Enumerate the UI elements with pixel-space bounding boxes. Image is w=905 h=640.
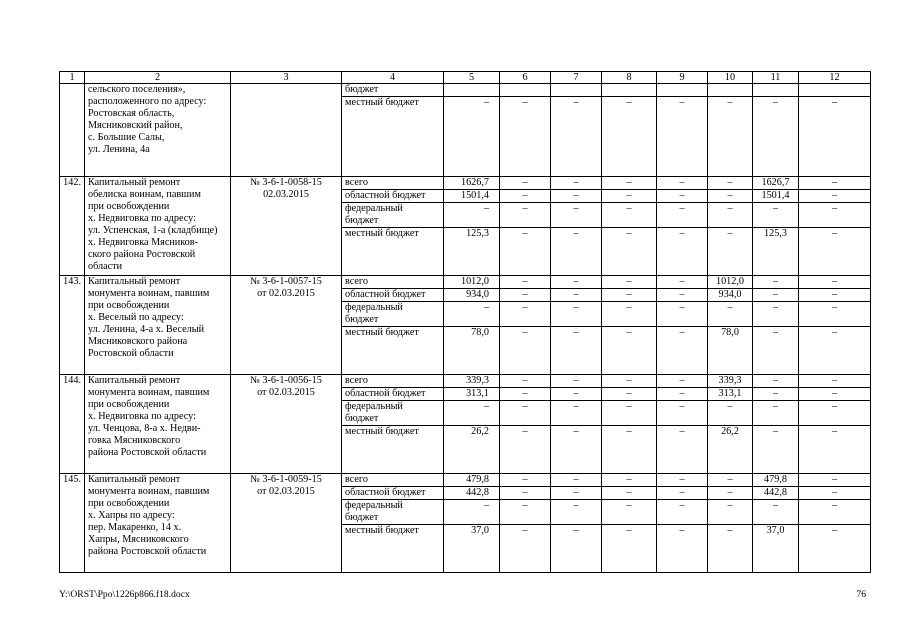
document-reference-line: от 02.03.2015 <box>257 486 315 497</box>
value-col-10: – <box>708 302 753 327</box>
value-col-5: – <box>444 97 500 177</box>
value-col-9: – <box>657 203 708 228</box>
object-description-line: Ростовская область, <box>88 108 175 119</box>
value-col-8: – <box>602 525 657 573</box>
value-col-5: 479,8 <box>444 474 500 487</box>
object-description-line: обелиска воинам, павшим <box>88 189 201 200</box>
object-description-line: Ростовской области <box>88 348 174 359</box>
value-col-8: – <box>602 487 657 500</box>
funding-source-line: местный бюджет <box>345 327 419 338</box>
value-col-6: – <box>500 97 551 177</box>
table-row <box>60 375 871 388</box>
value-col-7: – <box>551 487 602 500</box>
value-col-10: 26,2 <box>708 426 753 474</box>
value-col-6: – <box>500 474 551 487</box>
object-description-line: монумента воинам, павшим <box>88 387 210 398</box>
funding-source <box>342 276 444 289</box>
funding-source-line: бюджет <box>345 512 379 523</box>
value-col-5: 78,0 <box>444 327 500 375</box>
value-col-10: – <box>708 401 753 426</box>
value-col-8: – <box>602 388 657 401</box>
value-col-6: – <box>500 203 551 228</box>
funding-source-line: бюджет <box>345 84 379 95</box>
value-col-10: – <box>708 525 753 573</box>
object-description-line: ул. Ленина, 4а <box>88 144 150 155</box>
budget-table <box>59 71 871 573</box>
item-number <box>60 84 85 177</box>
value-col-11: – <box>753 203 799 228</box>
document-reference <box>231 276 342 375</box>
value-col-11: – <box>753 500 799 525</box>
table-row <box>60 84 871 97</box>
object-description-line: х. Недвиговка по адресу: <box>88 411 196 422</box>
funding-source-line: всего <box>345 276 368 287</box>
funding-source <box>342 500 444 525</box>
value-col-10: 78,0 <box>708 327 753 375</box>
value-col-5: 313,1 <box>444 388 500 401</box>
value-col-12: – <box>799 401 871 426</box>
value-col-5: 1626,7 <box>444 177 500 190</box>
value-col-6: – <box>500 388 551 401</box>
value-col-5: – <box>444 401 500 426</box>
value-col-12: – <box>799 228 871 276</box>
object-description-line: Мясниковского района <box>88 336 188 347</box>
column-number-7: 7 <box>551 72 602 84</box>
value-col-7: – <box>551 190 602 203</box>
funding-source <box>342 203 444 228</box>
value-col-7: – <box>551 177 602 190</box>
funding-source <box>342 474 444 487</box>
funding-source-line: областной бюджет <box>345 190 426 201</box>
value-col-12: – <box>799 276 871 289</box>
value-col-10: 339,3 <box>708 375 753 388</box>
value-col-10 <box>708 84 753 97</box>
value-col-10: – <box>708 203 753 228</box>
column-number-3: 3 <box>231 72 342 84</box>
table-row <box>60 177 871 190</box>
value-col-10: – <box>708 190 753 203</box>
value-col-6: – <box>500 228 551 276</box>
footer-file-path: Y:\ORST\Ppo\1226p866.f18.docx <box>59 589 190 600</box>
object-description-line: при освобождении <box>88 498 170 509</box>
value-col-8: – <box>602 474 657 487</box>
budget-table-page <box>59 71 870 573</box>
value-col-7: – <box>551 474 602 487</box>
value-col-8: – <box>602 97 657 177</box>
column-number-9: 9 <box>657 72 708 84</box>
object-description-line: сельского поселения», <box>88 84 186 95</box>
value-col-8: – <box>602 203 657 228</box>
document-reference-line: № 3-6-1-0057-15 <box>250 276 322 287</box>
funding-source <box>342 302 444 327</box>
value-col-10: – <box>708 474 753 487</box>
object-description-line: района Ростовской области <box>88 447 207 458</box>
value-col-11: – <box>753 375 799 388</box>
column-number-1: 1 <box>60 72 85 84</box>
value-col-11: – <box>753 426 799 474</box>
value-col-12: – <box>799 500 871 525</box>
value-col-5: 934,0 <box>444 289 500 302</box>
value-col-5 <box>444 84 500 97</box>
funding-source <box>342 487 444 500</box>
document-reference <box>231 375 342 474</box>
value-col-7: – <box>551 97 602 177</box>
funding-source-line: федеральный <box>345 401 403 412</box>
value-col-5: – <box>444 500 500 525</box>
value-col-9: – <box>657 276 708 289</box>
value-col-12 <box>799 84 871 97</box>
funding-source <box>342 177 444 190</box>
funding-source-line: федеральный <box>345 203 403 214</box>
object-description-line: при освобождении <box>88 399 170 410</box>
table-row <box>60 276 871 289</box>
value-col-10: – <box>708 177 753 190</box>
value-col-11: – <box>753 388 799 401</box>
value-col-9: – <box>657 500 708 525</box>
value-col-12: – <box>799 203 871 228</box>
value-col-12: – <box>799 190 871 203</box>
value-col-6: – <box>500 289 551 302</box>
column-number-12: 12 <box>799 72 871 84</box>
document-reference-line: № 3-6-1-0058-15 <box>250 177 322 188</box>
value-col-6: – <box>500 327 551 375</box>
object-description <box>85 474 231 573</box>
object-description-line: при освобождении <box>88 300 170 311</box>
value-col-11: 442,8 <box>753 487 799 500</box>
value-col-9 <box>657 84 708 97</box>
funding-source <box>342 289 444 302</box>
value-col-6: – <box>500 525 551 573</box>
funding-source-line: областной бюджет <box>345 487 426 498</box>
funding-source-line: местный бюджет <box>345 525 419 536</box>
document-reference <box>231 84 342 177</box>
object-description-line: Капитальный ремонт <box>88 375 181 386</box>
value-col-7: – <box>551 375 602 388</box>
value-col-6: – <box>500 302 551 327</box>
item-number: 144. <box>60 375 85 474</box>
value-col-11: 1626,7 <box>753 177 799 190</box>
document-reference <box>231 474 342 573</box>
value-col-11: – <box>753 289 799 302</box>
value-col-12: – <box>799 388 871 401</box>
value-col-9: – <box>657 97 708 177</box>
value-col-7: – <box>551 401 602 426</box>
value-col-6: – <box>500 426 551 474</box>
object-description <box>85 84 231 177</box>
object-description-line: Капитальный ремонт <box>88 474 181 485</box>
value-col-6: – <box>500 375 551 388</box>
value-col-6: – <box>500 276 551 289</box>
value-col-9: – <box>657 525 708 573</box>
column-number-11: 11 <box>753 72 799 84</box>
value-col-8: – <box>602 302 657 327</box>
value-col-9: – <box>657 375 708 388</box>
value-col-10: 934,0 <box>708 289 753 302</box>
value-col-7: – <box>551 302 602 327</box>
value-col-11 <box>753 84 799 97</box>
value-col-10: – <box>708 500 753 525</box>
value-col-7: – <box>551 426 602 474</box>
value-col-9: – <box>657 302 708 327</box>
value-col-11: 1501,4 <box>753 190 799 203</box>
funding-source-line: федеральный <box>345 500 403 511</box>
value-col-12: – <box>799 487 871 500</box>
value-col-5: 26,2 <box>444 426 500 474</box>
value-col-11: 37,0 <box>753 525 799 573</box>
document-reference-line: от 02.03.2015 <box>257 387 315 398</box>
funding-source-line: бюджет <box>345 413 379 424</box>
value-col-10: 1012,0 <box>708 276 753 289</box>
funding-source <box>342 327 444 375</box>
item-number: 143. <box>60 276 85 375</box>
value-col-8: – <box>602 228 657 276</box>
funding-source <box>342 375 444 388</box>
object-description-line: ского района Ростовской <box>88 249 196 260</box>
column-number-4: 4 <box>342 72 444 84</box>
value-col-7: – <box>551 228 602 276</box>
value-col-12: – <box>799 525 871 573</box>
value-col-5: 1012,0 <box>444 276 500 289</box>
value-col-5: – <box>444 203 500 228</box>
object-description-line: монумента воинам, павшим <box>88 486 210 497</box>
value-col-8: – <box>602 375 657 388</box>
object-description-line: Капитальный ремонт <box>88 177 181 188</box>
object-description-line: области <box>88 261 123 272</box>
funding-source-line: всего <box>345 474 368 485</box>
funding-source-line: всего <box>345 375 368 386</box>
funding-source <box>342 228 444 276</box>
object-description-line: монумента воинам, павшим <box>88 288 210 299</box>
column-number-8: 8 <box>602 72 657 84</box>
funding-source <box>342 401 444 426</box>
value-col-5: 1501,4 <box>444 190 500 203</box>
object-description-line: х. Недвиговка по адресу: <box>88 213 196 224</box>
value-col-12: – <box>799 289 871 302</box>
funding-source-line: местный бюджет <box>345 97 419 108</box>
value-col-8: – <box>602 177 657 190</box>
value-col-9: – <box>657 289 708 302</box>
column-number-10: 10 <box>708 72 753 84</box>
object-description-line: х. Недвиговка Мясников- <box>88 237 198 248</box>
object-description-line: расположенного по адресу: <box>88 96 207 107</box>
value-col-12: – <box>799 375 871 388</box>
value-col-5: 442,8 <box>444 487 500 500</box>
value-col-8: – <box>602 327 657 375</box>
object-description-line: района Ростовской области <box>88 546 207 557</box>
footer-page-number: 76 <box>856 589 866 600</box>
value-col-7: – <box>551 388 602 401</box>
document-reference <box>231 177 342 276</box>
value-col-7: – <box>551 525 602 573</box>
object-description <box>85 375 231 474</box>
value-col-7: – <box>551 327 602 375</box>
table-row <box>60 474 871 487</box>
value-col-7 <box>551 84 602 97</box>
table-header-row <box>60 72 871 84</box>
object-description-line: х. Хапры по адресу: <box>88 510 175 521</box>
funding-source-line: всего <box>345 177 368 188</box>
value-col-8: – <box>602 289 657 302</box>
column-number-5: 5 <box>444 72 500 84</box>
value-col-7: – <box>551 276 602 289</box>
funding-source-line: бюджет <box>345 215 379 226</box>
column-number-6: 6 <box>500 72 551 84</box>
value-col-12: – <box>799 302 871 327</box>
value-col-11: 479,8 <box>753 474 799 487</box>
value-col-11: – <box>753 97 799 177</box>
value-col-9: – <box>657 388 708 401</box>
value-col-5: 125,3 <box>444 228 500 276</box>
value-col-12: – <box>799 426 871 474</box>
value-col-9: – <box>657 426 708 474</box>
value-col-5: 37,0 <box>444 525 500 573</box>
document-reference-line: от 02.03.2015 <box>257 288 315 299</box>
funding-source <box>342 525 444 573</box>
funding-source-line: местный бюджет <box>345 228 419 239</box>
column-number-2: 2 <box>85 72 231 84</box>
object-description-line: Капитальный ремонт <box>88 276 181 287</box>
value-col-9: – <box>657 190 708 203</box>
value-col-7: – <box>551 203 602 228</box>
value-col-11: – <box>753 401 799 426</box>
document-reference-line: № 3-6-1-0059-15 <box>250 474 322 485</box>
value-col-10: 313,1 <box>708 388 753 401</box>
value-col-9: – <box>657 228 708 276</box>
value-col-11: – <box>753 276 799 289</box>
value-col-9: – <box>657 177 708 190</box>
funding-source-line: федеральный <box>345 302 403 313</box>
value-col-8: – <box>602 426 657 474</box>
item-number: 142. <box>60 177 85 276</box>
value-col-6: – <box>500 401 551 426</box>
document-reference-line: № 3-6-1-0056-15 <box>250 375 322 386</box>
object-description-line: при освобождении <box>88 201 170 212</box>
value-col-5: – <box>444 302 500 327</box>
value-col-11: – <box>753 302 799 327</box>
document-reference-line: 02.03.2015 <box>263 189 309 200</box>
value-col-6: – <box>500 487 551 500</box>
object-description <box>85 177 231 276</box>
funding-source <box>342 190 444 203</box>
object-description-line: Мясниковский район, <box>88 120 183 131</box>
value-col-8: – <box>602 276 657 289</box>
funding-source-line: бюджет <box>345 314 379 325</box>
value-col-8: – <box>602 190 657 203</box>
value-col-9: – <box>657 487 708 500</box>
value-col-7: – <box>551 500 602 525</box>
object-description-line: Хапры, Мясниковского <box>88 534 189 545</box>
value-col-8 <box>602 84 657 97</box>
value-col-10: – <box>708 228 753 276</box>
object-description-line: ул. Ченцова, 8-а х. Недви- <box>88 423 201 434</box>
value-col-12: – <box>799 97 871 177</box>
object-description-line: говка Мясниковского <box>88 435 181 446</box>
value-col-12: – <box>799 474 871 487</box>
value-col-6: – <box>500 177 551 190</box>
object-description-line: ул. Ленина, 4-а х. Веселый <box>88 324 205 335</box>
object-description-line: пер. Макаренко, 14 х. <box>88 522 182 533</box>
table-body <box>60 72 871 573</box>
value-col-11: – <box>753 327 799 375</box>
item-number: 145. <box>60 474 85 573</box>
value-col-12: – <box>799 177 871 190</box>
value-col-9: – <box>657 401 708 426</box>
funding-source <box>342 84 444 97</box>
value-col-12: – <box>799 327 871 375</box>
funding-source-line: областной бюджет <box>345 388 426 399</box>
value-col-7: – <box>551 289 602 302</box>
object-description-line: х. Веселый по адресу: <box>88 312 184 323</box>
value-col-9: – <box>657 474 708 487</box>
value-col-5: 339,3 <box>444 375 500 388</box>
value-col-6: – <box>500 500 551 525</box>
funding-source-line: местный бюджет <box>345 426 419 437</box>
funding-source <box>342 97 444 177</box>
object-description-line: с. Большие Салы, <box>88 132 165 143</box>
value-col-6 <box>500 84 551 97</box>
object-description-line: ул. Успенская, 1-а (кладбище) <box>88 225 218 236</box>
value-col-6: – <box>500 190 551 203</box>
value-col-8: – <box>602 500 657 525</box>
value-col-10: – <box>708 97 753 177</box>
object-description <box>85 276 231 375</box>
funding-source-line: областной бюджет <box>345 289 426 300</box>
value-col-8: – <box>602 401 657 426</box>
value-col-9: – <box>657 327 708 375</box>
funding-source <box>342 426 444 474</box>
value-col-11: 125,3 <box>753 228 799 276</box>
funding-source <box>342 388 444 401</box>
value-col-10: – <box>708 487 753 500</box>
